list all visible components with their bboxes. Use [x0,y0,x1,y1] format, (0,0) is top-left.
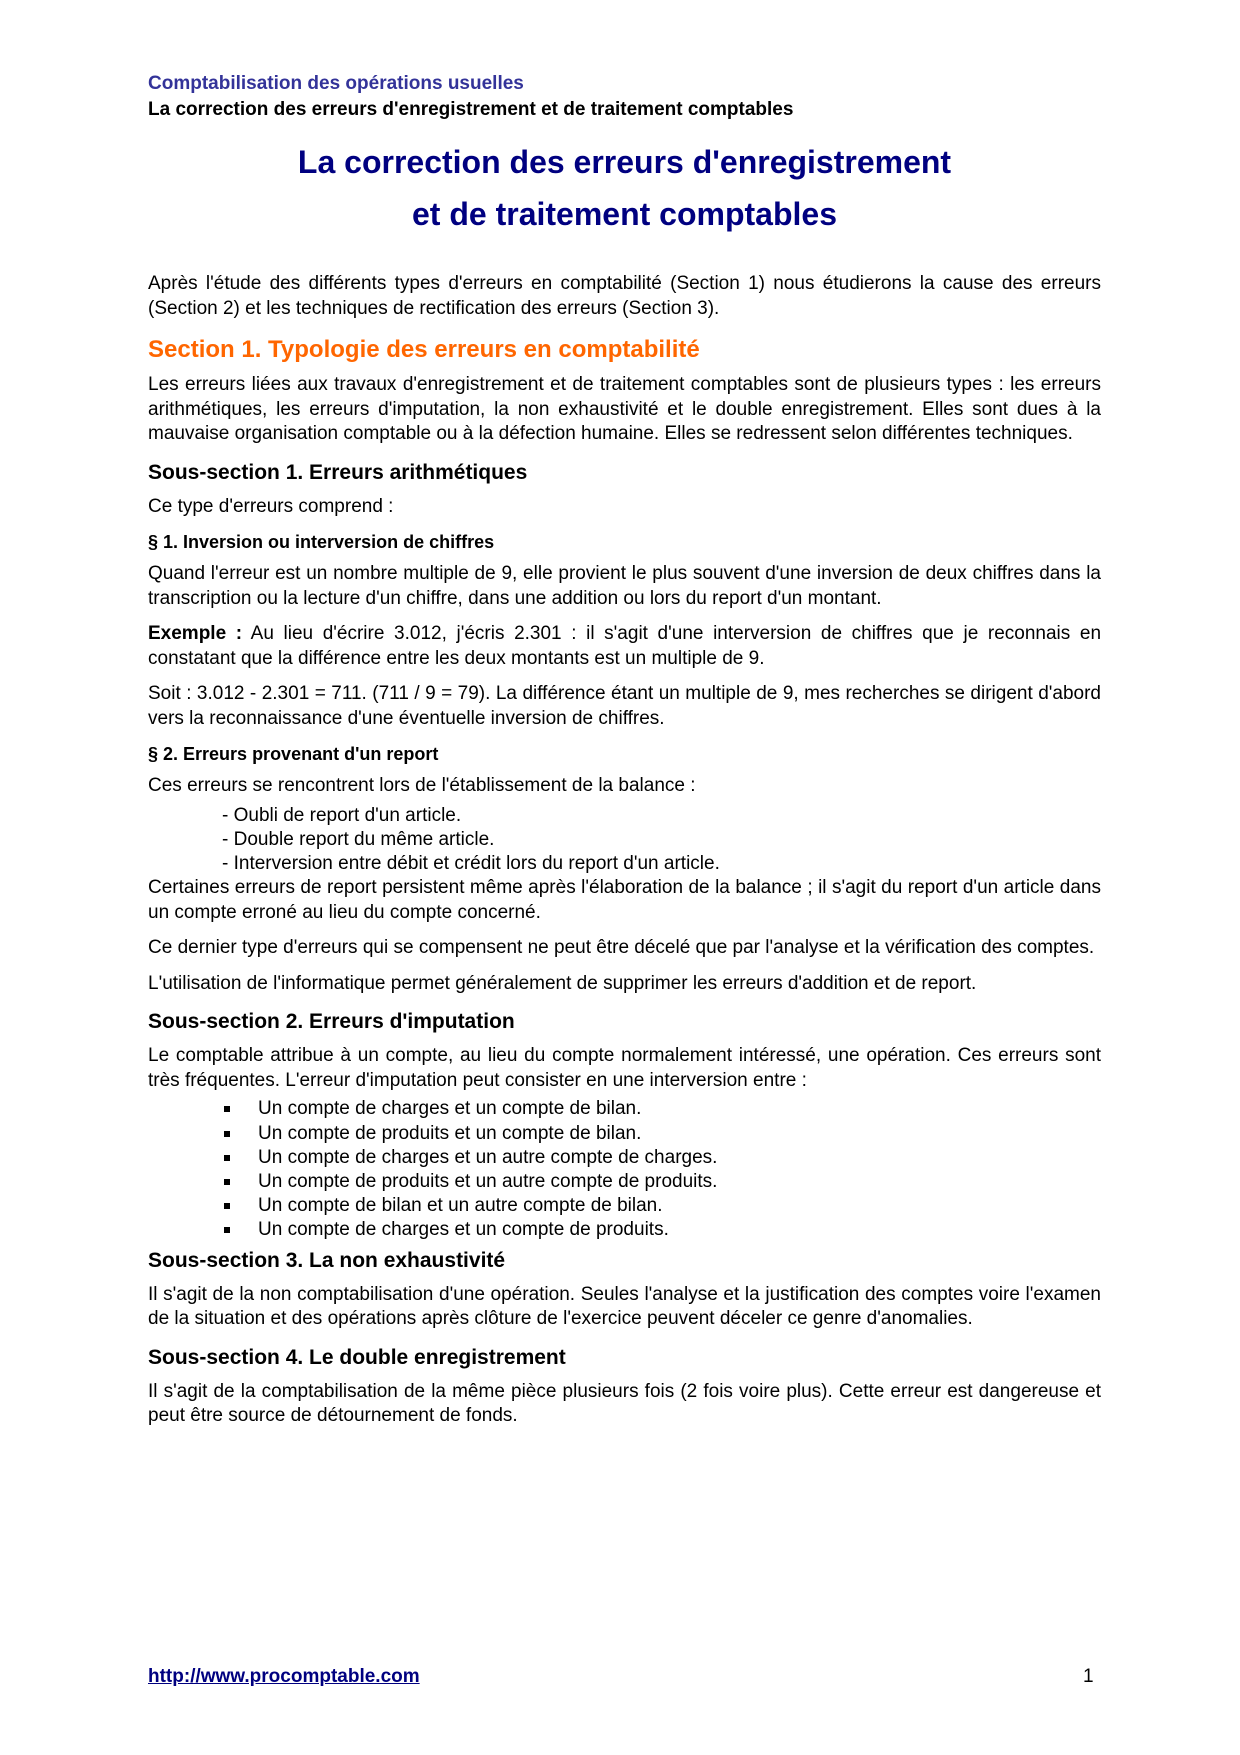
square-bullet-icon [224,1131,230,1137]
title-line-2: et de traitement comptables [412,196,837,232]
report-errors-list [222,804,1101,877]
list-item: Un compte de charges et un compte de bilan. [221,1097,1101,1121]
section-1-text: Les erreurs liées aux travaux d'enregistrement et de traitement comptables sont de plusieurs types : les erreurs arithmétiques, les erreurs d'imputation, la non exhaustivité et le double enregistrement. Elles sont dues à la mauvaise organisation comptable ou à la défection humaine. Elles se redressent selon différentes techniques. [148,374,1101,444]
list-item: Un compte de charges et un autre compte de charges. [221,1146,1101,1170]
paragraph-1-text: Quand l'erreur est un nombre multiple de 9, elle provient le plus souvent d'une inversion de deux chiffres dans la transcription ou la lecture d'un chiffre, dans une addition ou lors du report d'un montant. [148,563,1101,609]
square-bullet-icon [224,1155,230,1161]
subsection-2-text: Le comptable attribue à un compte, au lieu du compte normalement intéressé, une opération. Ces erreurs sont très fréquentes. L'erreur d'imputation peut consister en une interversion entre : [148,1045,1101,1091]
subsection-4-text: Il s'agit de la comptabilisation de la même pièce plusieurs fois (2 fois voire plus). Cette erreur est dangereuse et peut être source de détournement de fonds. [148,1380,1101,1427]
list-item: Un compte de produits et un compte de bilan. [221,1122,1101,1146]
list-item: Un compte de bilan et un autre compte de bilan. [221,1194,1101,1218]
page-title [148,136,1101,240]
example-text: Au lieu d'écrire 3.012, j'écris 2.301 : il s'agit d'une interversion de chiffres que je reconnais en constatant que la différence entre les deux montants est un multiple de 9. [148,623,1102,669]
list-item: Un compte de charges et un compte de produits. [221,1218,1101,1242]
example-paragraph [148,622,1101,671]
square-bullet-icon [224,1106,230,1112]
list-item: Un compte de produits et un autre compte de produits. [221,1170,1101,1194]
subsection-2-heading: Sous-section 2. Erreurs d'imputation [148,1010,515,1034]
subsection-1-intro: Ce type d'erreurs comprend : [148,495,394,517]
subsection-3-text: Il s'agit de la non comptabilisation d'une opération. Seules l'analyse et la justification des comptes voire l'examen de la situation et des opérations après clôture de l'exercice peuvent déceler ce genre d'anomalies. [148,1283,1101,1330]
imputation-errors-list [221,1097,1101,1242]
square-bullet-icon [224,1179,230,1185]
list-item: - Double report du même article. [222,828,495,850]
page-number: 1 [1083,1666,1094,1687]
square-bullet-icon [224,1203,230,1209]
subsection-3-heading: Sous-section 3. La non exhaustivité [148,1248,506,1272]
paragraph-2-text-2: Ce dernier type d'erreurs qui se compensent ne peut être décelé que par l'analyse et la vérification des comptes. [148,937,1095,959]
running-header-subtitle: La correction des erreurs d'enregistrement et de traitement comptables [148,99,794,120]
title-line-1: La correction des erreurs d'enregistrement [297,144,952,180]
running-header-category: Comptabilisation des opérations usuelles [148,73,524,94]
section-1-heading: Section 1. Typologie des erreurs en comptabilité [148,336,700,363]
example-label: Exemple : [148,623,243,644]
list-item: - Interversion entre débit et crédit lors du report d'un article. [222,853,720,875]
calculation-paragraph: Soit : 3.012 - 2.301 = 711. (711 / 9 = 79). La différence étant un multiple de 9, mes recherches se dirigent d'abord vers la reconnaissance d'une éventuelle inversion de chiffres. [148,683,1101,729]
paragraph-1-heading: § 1. Inversion ou interversion de chiffres [148,532,495,552]
intro-paragraph: Après l'étude des différents types d'erreurs en comptabilité (Section 1) nous étudierons la cause des erreurs (Section 2) et les techniques de rectification des erreurs (Section 3). [148,273,1101,319]
subsection-4-heading: Sous-section 4. Le double enregistrement [148,1345,566,1369]
paragraph-2-heading: § 2. Erreurs provenant d'un report [148,744,439,764]
document-page [148,72,1101,1429]
paragraph-2-text-3: L'utilisation de l'informatique permet généralement de supprimer les erreurs d'addition et de report. [148,972,977,994]
list-item: - Oubli de report d'un article. [222,804,462,826]
subsection-1-heading: Sous-section 1. Erreurs arithmétiques [148,460,528,484]
square-bullet-icon [224,1227,230,1233]
footer-website-link[interactable]: http://www.procomptable.com [148,1666,420,1687]
paragraph-2-text-1: Certaines erreurs de report persistent même après l'élaboration de la balance ; il s'agit du report d'un article dans un compte erroné au lieu du compte concerné. [148,877,1101,923]
paragraph-2-intro: Ces erreurs se rencontrent lors de l'établissement de la balance : [148,775,696,796]
